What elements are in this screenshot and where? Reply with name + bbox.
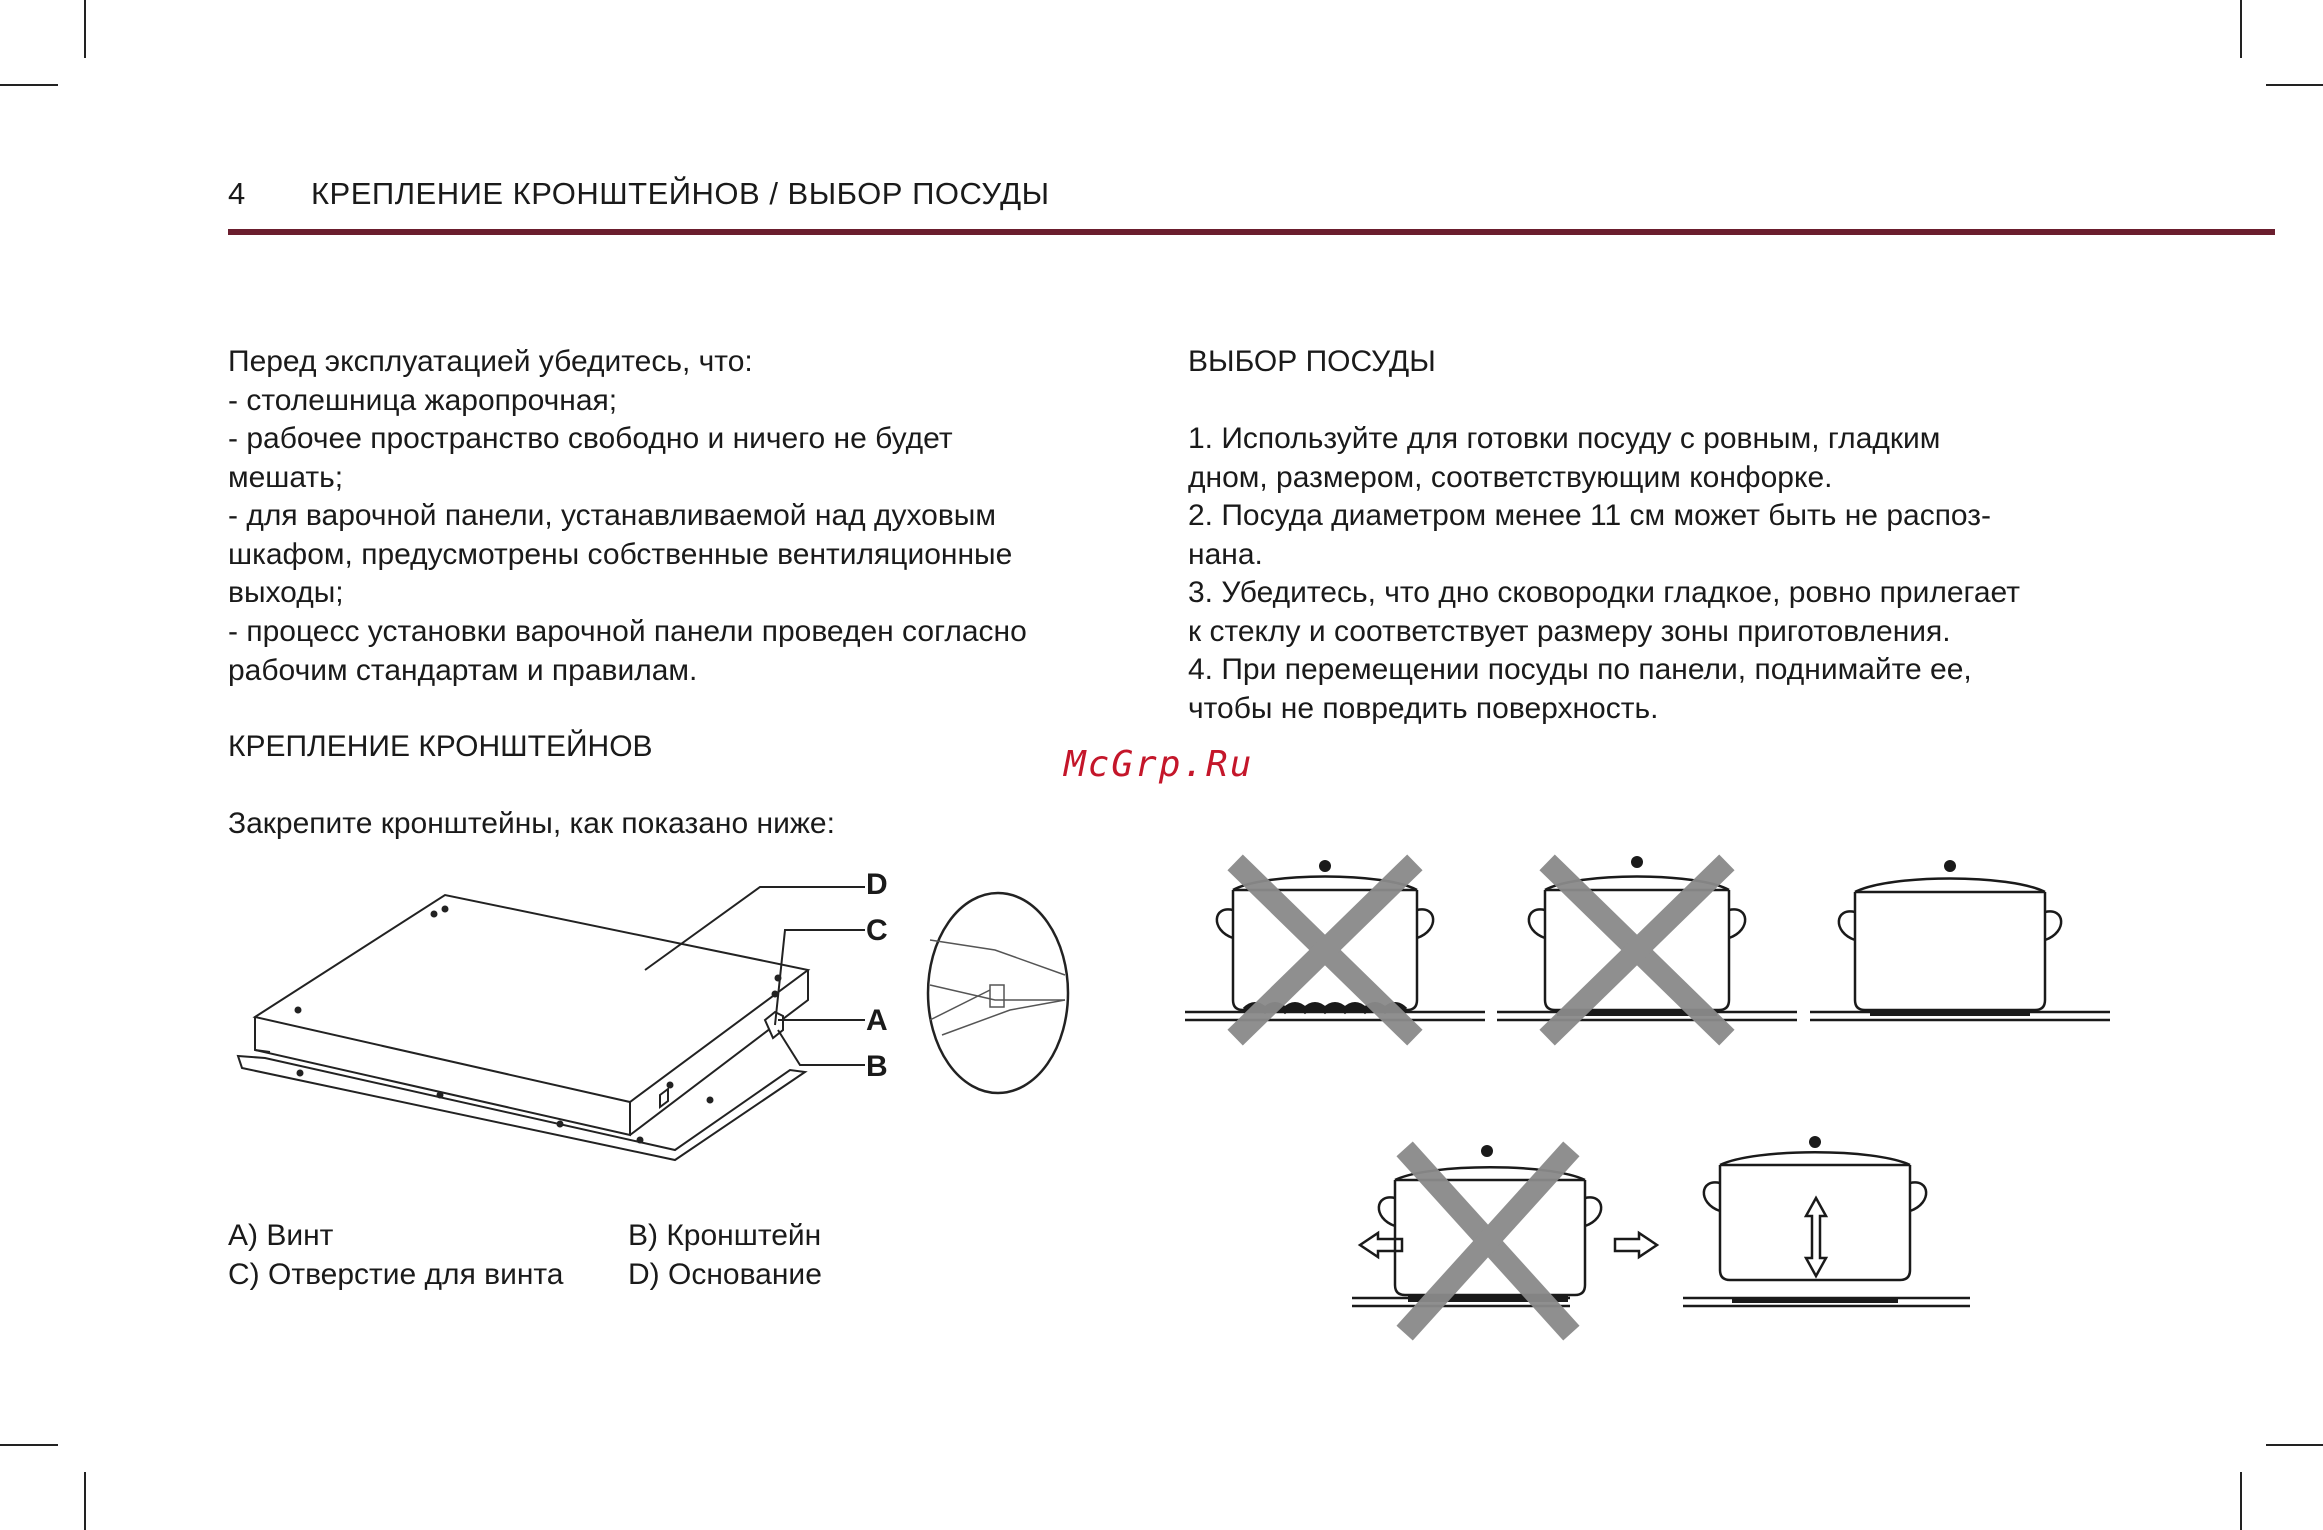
crop-mark [2266, 1444, 2323, 1446]
diagram-label-d: D [866, 868, 888, 901]
pot-lifting-correct [1680, 1140, 1980, 1340]
cookware-section-heading: ВЫБОР ПОСУДЫ [1188, 345, 1436, 378]
diagram-label-c: C [866, 914, 888, 947]
precaution-item: - для варочной панели, устанавливаемой над духовым шкафом, предусмотрены собственные вентиляционные выходы; [228, 499, 1013, 609]
legend-item-a: A) Винт [228, 1219, 334, 1252]
pot-too-small-wrong [1497, 850, 1797, 1040]
cookware-rule: 4. При перемещении посуды по панели, поднимайте ее, чтобы не повредить поверхность. [1188, 653, 1972, 725]
crop-mark [84, 0, 86, 58]
cookware-rule: 3. Убедитесь, что дно сковородки гладкое, ровно прилегает к стеклу и соответствует размеру зоны приготовления. [1188, 576, 2020, 648]
legend-item-d: D) Основание [628, 1258, 822, 1291]
legend-item-c: C) Отверстие для винта [228, 1258, 564, 1291]
hob-bracket-diagram [230, 860, 1110, 1170]
pot-uneven-bottom-wrong [1185, 850, 1485, 1040]
crop-mark [0, 84, 58, 86]
bracket-section-heading: КРЕПЛЕНИЕ КРОНШТЕЙНОВ [228, 730, 653, 763]
pot-sliding-wrong [1350, 1135, 1670, 1335]
page-number: 4 [228, 176, 246, 211]
legend-item-b: B) Кронштейн [628, 1219, 822, 1252]
cookware-rule: 2. Посуда диаметром менее 11 см может быть не распоз- нана. [1188, 499, 1992, 571]
crop-mark [2240, 1472, 2242, 1530]
diagram-label-a: A [866, 1004, 888, 1037]
cookware-rule: 1. Используйте для готовки посуду с ровным, гладким дном, размером, соответствующим конфорке. [1188, 422, 1941, 494]
header-divider [228, 229, 2275, 235]
crop-mark [2240, 0, 2242, 58]
diagram-label-b: B [866, 1050, 888, 1083]
precaution-item: - столешница жаропрочная; [228, 384, 618, 417]
intro-text: Перед эксплуатацией убедитесь, что: [228, 345, 753, 378]
precaution-item: - рабочее пространство свободно и ничего не будет мешать; [228, 422, 953, 494]
crop-mark [2266, 84, 2323, 86]
crop-mark [0, 1444, 58, 1446]
page-title: КРЕПЛЕНИЕ КРОНШТЕЙНОВ / ВЫБОР ПОСУДЫ [311, 176, 1050, 211]
bracket-instruction: Закрепите кронштейны, как показано ниже: [228, 807, 835, 840]
precaution-item: - процесс установки варочной панели проведен согласно рабочим стандартам и правилам. [228, 615, 1027, 687]
crop-mark [84, 1472, 86, 1530]
watermark: McGrp.Ru [1064, 744, 1254, 785]
pot-correct [1810, 850, 2110, 1040]
